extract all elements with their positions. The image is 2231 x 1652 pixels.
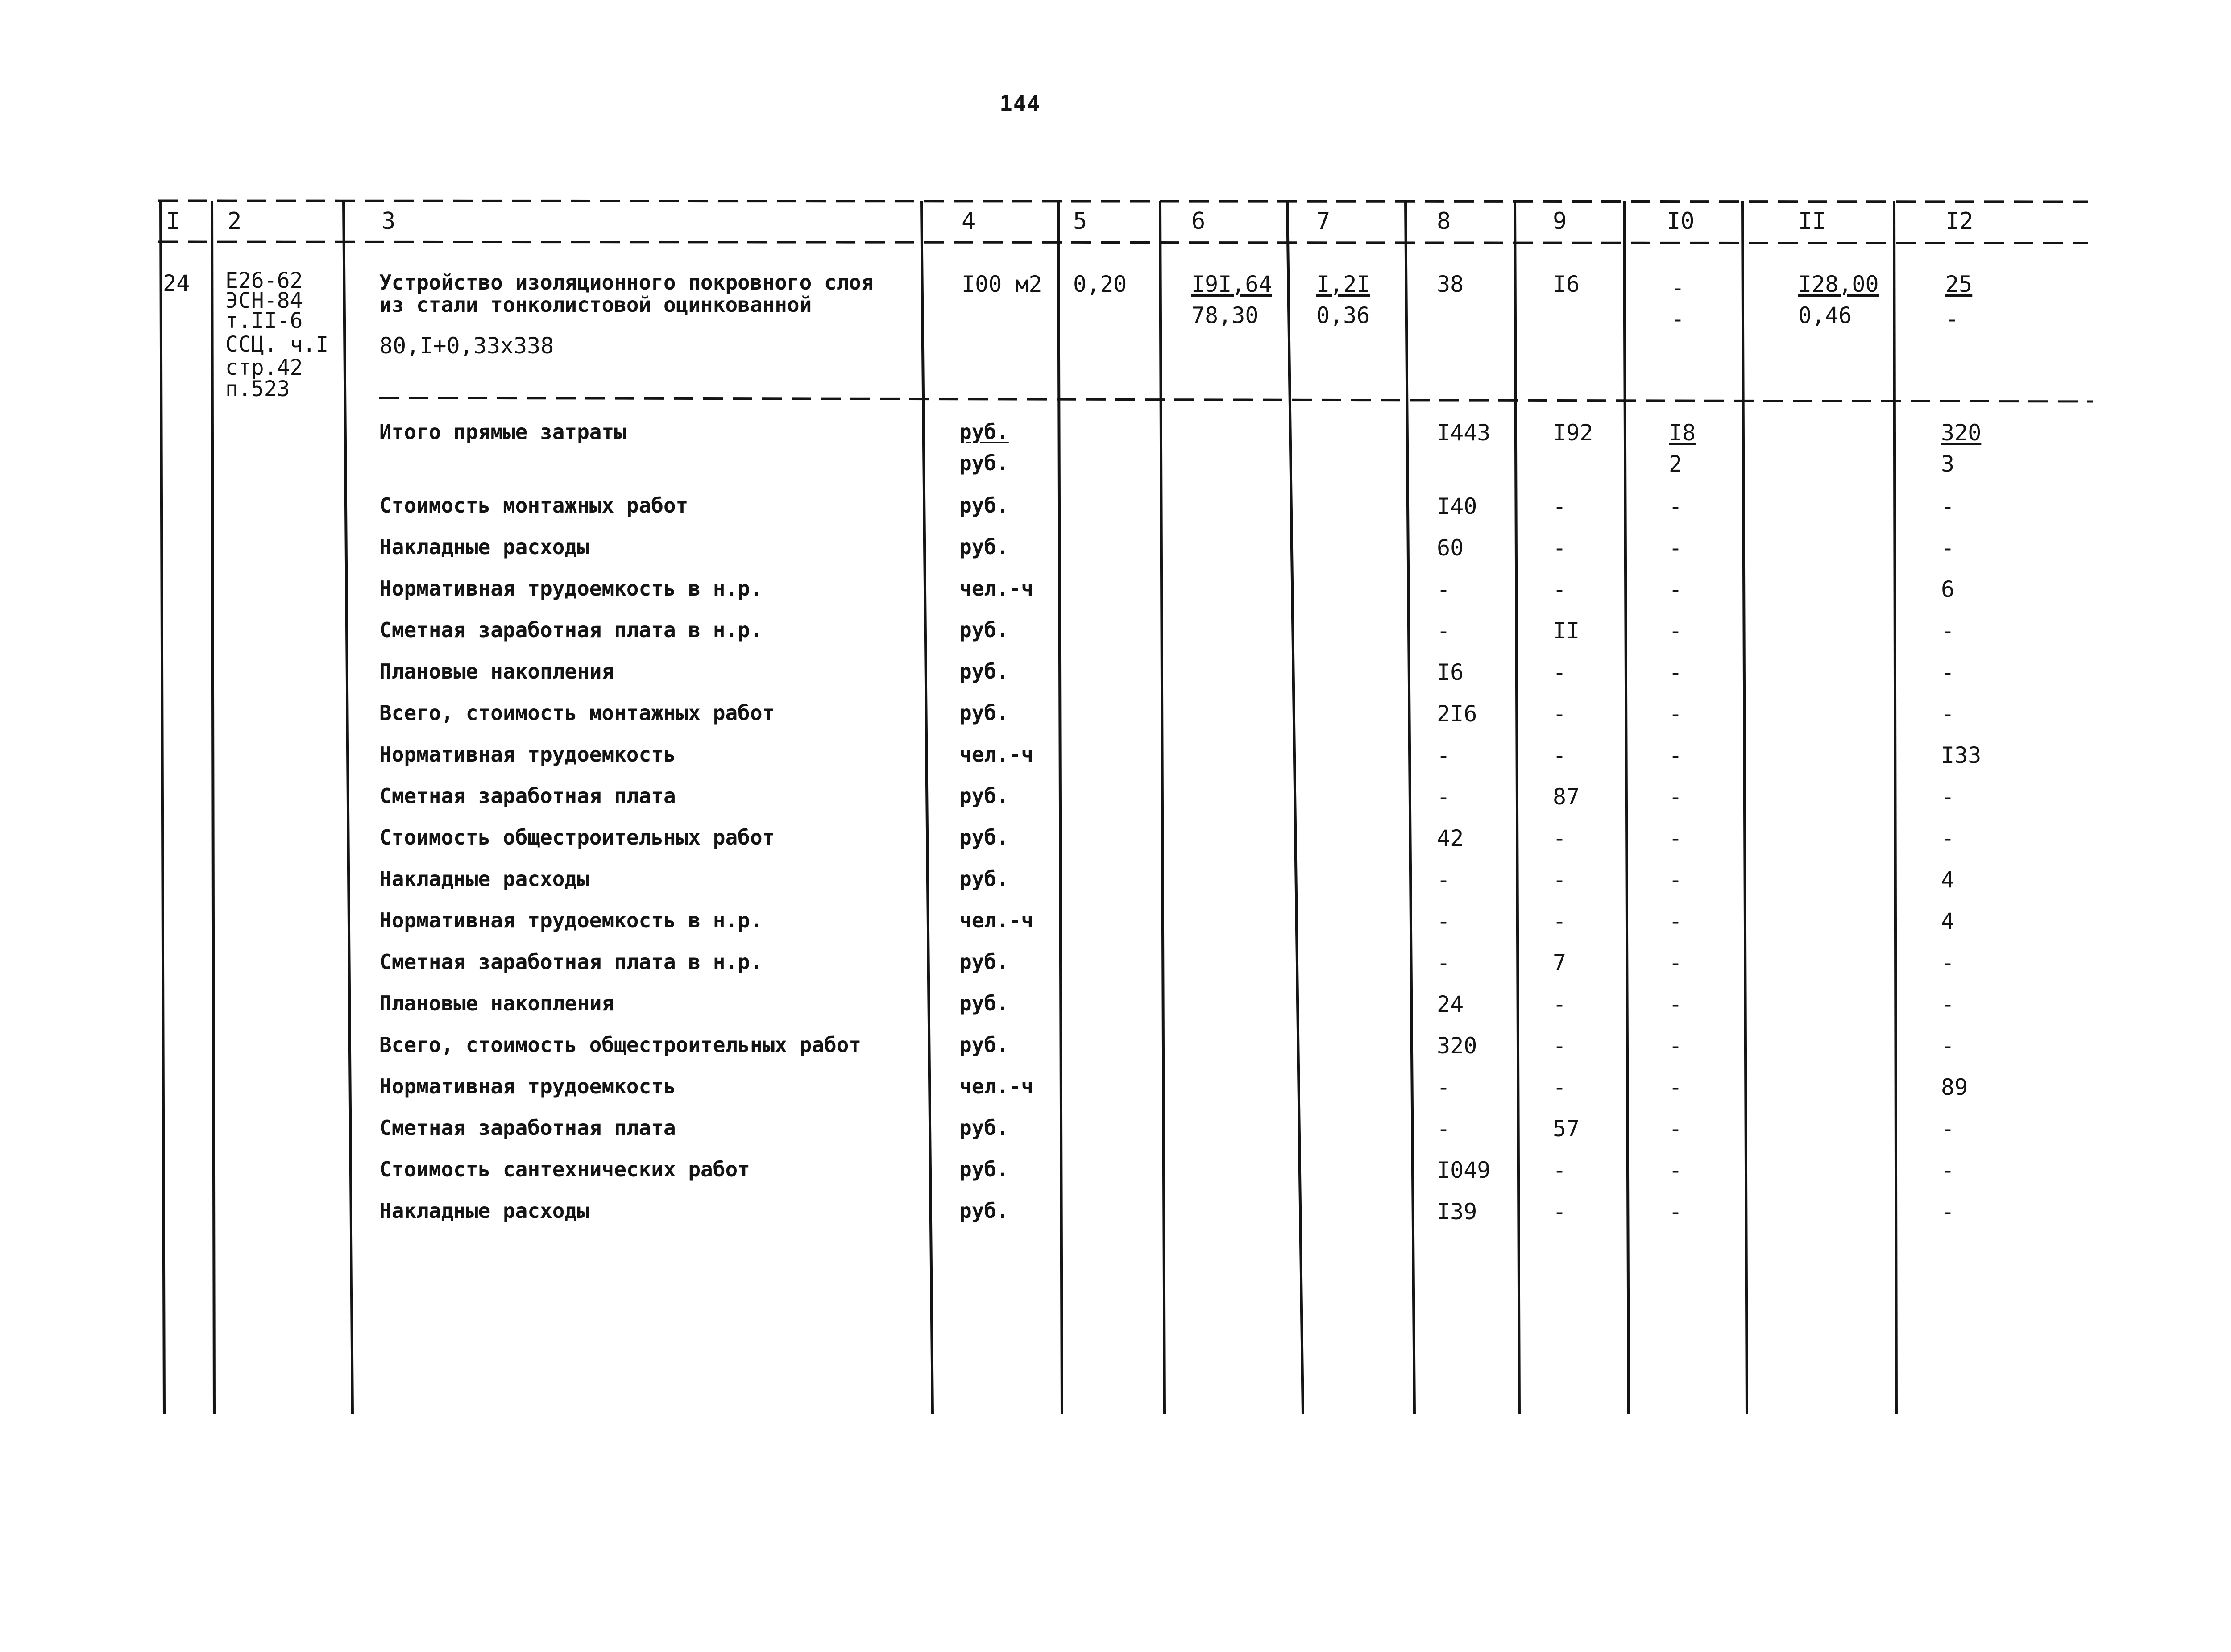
summary-row-col9: - [1553, 1157, 1567, 1183]
summary-row-col8: - [1437, 742, 1451, 768]
summary-row-col8: 60 [1437, 535, 1464, 561]
summary-row-unit: чел.-ч [959, 908, 1034, 932]
col-rule-8 [1406, 201, 1414, 1414]
summary-row-col10: - [1669, 535, 1683, 561]
summary-row-col10: - [1669, 908, 1683, 934]
summary-row-unit: руб. [959, 618, 1009, 642]
summary-row-col9: - [1553, 1033, 1567, 1059]
entry-code-5: стр.42 [225, 355, 303, 380]
summary-row-col10: - [1669, 742, 1683, 768]
col-header-1: I [166, 208, 180, 235]
entry-code-6: п.523 [225, 377, 290, 402]
summary-row-unit: руб. [959, 659, 1009, 683]
summary-row-col12: - [1941, 1033, 1955, 1059]
summary-row-col10: - [1669, 1157, 1683, 1183]
summary-row-col8: 42 [1437, 825, 1464, 851]
summary-row-unit: руб. [959, 867, 1009, 891]
summary-row-col9: - [1553, 535, 1567, 561]
col-rule-11 [1742, 201, 1747, 1414]
col-header-7: 7 [1316, 208, 1331, 235]
entry-col10-bottom: - [1671, 306, 1685, 332]
summary-row-unit: чел.-ч [959, 742, 1034, 766]
entry-number: 24 [163, 270, 190, 296]
summary-row-col10: - [1669, 1199, 1683, 1225]
col-header-10: I0 [1667, 208, 1695, 235]
summary-row-col12: - [1941, 1116, 1955, 1142]
summary-row-col8: - [1437, 1074, 1451, 1100]
col-header-9: 9 [1553, 208, 1567, 235]
col-header-6: 6 [1191, 208, 1206, 235]
summary-row-col9: - [1553, 742, 1567, 768]
col-rule-10 [1624, 201, 1629, 1414]
summary-row-label: Нормативная трудоемкость в н.р. [379, 908, 763, 932]
entry-col6-bottom: 78,30 [1191, 302, 1259, 328]
summary-row-label: Сметная заработная плата в н.р. [379, 950, 763, 974]
summary-row-col12: - [1941, 1157, 1955, 1183]
summary-row-unit: руб. [959, 1116, 1009, 1140]
summary-row-label: Накладные расходы [379, 867, 589, 891]
entry-code-3: т.II-6 [225, 308, 303, 333]
summary-row-label: Стоимость сантехнических работ [379, 1157, 750, 1181]
summary-row-col12: 320 [1941, 420, 1982, 446]
summary-row-col10: - [1669, 493, 1683, 519]
entry-col12-bottom: - [1945, 306, 1959, 332]
summary-row-col9: - [1553, 659, 1567, 685]
summary-row-unit: руб. [959, 1199, 1009, 1223]
summary-row-unit: руб. [959, 420, 1009, 444]
summary-row-col12: I33 [1941, 742, 1982, 768]
col-rule-1 [161, 201, 164, 1414]
summary-row-col8: I6 [1437, 659, 1464, 685]
col-header-12: I2 [1945, 208, 1974, 235]
summary-row-col10: - [1669, 659, 1683, 685]
summary-row-col8: - [1437, 784, 1451, 810]
summary-row-col8: - [1437, 618, 1451, 644]
entry-code-1: E26-62 [225, 268, 303, 293]
summary-row-col8: 320 [1437, 1033, 1477, 1059]
summary-row-col10: - [1669, 867, 1683, 893]
summary-row-col8: - [1437, 576, 1451, 602]
summary-row-col9: - [1553, 825, 1567, 851]
summary-row-unit: чел.-ч [959, 576, 1034, 600]
entry-unit: I00 м2 [962, 271, 1042, 297]
summary-row-col10: - [1669, 618, 1683, 644]
summary-row-col8: - [1437, 867, 1451, 893]
summary-row-unit: руб. [959, 1157, 1009, 1181]
summary-row-label: Сметная заработная плата [379, 1116, 676, 1140]
summary-row-col10-bottom: 2 [1669, 451, 1683, 477]
summary-row-label: Итого прямые затраты [379, 420, 626, 444]
summary-row-col9: - [1553, 576, 1567, 602]
summary-row-label: Стоимость общестроительных работ [379, 825, 775, 849]
col-rule-12 [1894, 201, 1896, 1414]
entry-col12-top: 25 [1945, 271, 1973, 297]
entry-title-line2: из стали тонколистовой оцинкованной [379, 293, 812, 317]
summary-row-unit: руб. [959, 493, 1009, 518]
summary-row-col12: - [1941, 701, 1955, 727]
summary-row-col8: - [1437, 908, 1451, 934]
summary-row-unit: чел.-ч [959, 1074, 1034, 1098]
entry-col8: 38 [1437, 271, 1464, 297]
summary-row-col12: - [1941, 1199, 1955, 1225]
summary-row-col10: I8 [1669, 420, 1696, 446]
summary-row-col9: - [1553, 908, 1567, 934]
col-rule-5 [1058, 201, 1062, 1414]
summary-row-unit: руб. [959, 535, 1009, 559]
summary-row-col10: - [1669, 784, 1683, 810]
summary-row-col8: 24 [1437, 991, 1464, 1017]
summary-row-col9: I92 [1553, 420, 1593, 446]
summary-row-col12: - [1941, 493, 1955, 519]
entry-col7-top: I,2I [1316, 271, 1370, 297]
summary-row-label: Нормативная трудоемкость [379, 1074, 676, 1098]
summary-row-unit-2: руб. [959, 451, 1009, 475]
summary-row-label: Всего, стоимость общестроительных работ [379, 1033, 862, 1057]
summary-row-col9: 7 [1553, 950, 1567, 976]
summary-row-col9: - [1553, 1199, 1567, 1225]
col-rule-3 [344, 201, 352, 1414]
summary-row-col12: - [1941, 991, 1955, 1017]
entry-title-line1: Устройство изоляционного покровного слоя [379, 270, 874, 294]
summary-row-col10: - [1669, 1033, 1683, 1059]
summary-row-label: Плановые накопления [379, 659, 614, 683]
summary-row-label: Нормативная трудоемкость [379, 742, 676, 766]
summary-row-label: Накладные расходы [379, 535, 589, 559]
header-bottom-dash [158, 242, 2088, 243]
col-rule-7 [1287, 201, 1303, 1414]
summary-row-col9: - [1553, 991, 1567, 1017]
summary-row-unit: руб. [959, 991, 1009, 1015]
summary-row-col12: 4 [1941, 867, 1955, 893]
col-header-2: 2 [228, 208, 242, 235]
summary-row-col9: - [1553, 701, 1567, 727]
entry-col11-bottom: 0,46 [1798, 302, 1852, 328]
summary-row-label: Плановые накопления [379, 991, 614, 1015]
col-header-3: 3 [382, 208, 396, 235]
summary-row-col8: - [1437, 950, 1451, 976]
col-header-11: II [1798, 208, 1826, 235]
summary-row-col8: I40 [1437, 493, 1477, 519]
summary-row-col12: 6 [1941, 576, 1955, 602]
col-header-5: 5 [1073, 208, 1087, 235]
summary-row-col8: - [1437, 1116, 1451, 1142]
summary-row-col8: I049 [1437, 1157, 1491, 1183]
entry-formula: 80,I+0,33x338 [379, 333, 554, 359]
col-rule-4 [921, 201, 933, 1414]
summary-row-col10: - [1669, 825, 1683, 851]
summary-row-col10: - [1669, 991, 1683, 1017]
summary-row-label: Сметная заработная плата в н.р. [379, 618, 763, 642]
header-top-dash [158, 201, 2088, 202]
summary-row-col10: - [1669, 576, 1683, 602]
summary-row-col10: - [1669, 1116, 1683, 1142]
summary-row-col9: - [1553, 867, 1567, 893]
summary-row-col9: - [1553, 493, 1567, 519]
col-rule-9 [1515, 201, 1519, 1414]
summary-row-col8: I443 [1437, 420, 1491, 446]
summary-row-unit: руб. [959, 784, 1009, 808]
summary-row-col10: - [1669, 950, 1683, 976]
summary-row-col12: - [1941, 659, 1955, 685]
entry-col9: I6 [1553, 271, 1580, 297]
summary-row-col8: 2I6 [1437, 701, 1477, 727]
summary-row-col10: - [1669, 1074, 1683, 1100]
entry-quantity: 0,20 [1073, 271, 1127, 297]
entry-code-2: ЭСН-84 [225, 288, 303, 313]
summary-row-col9: 57 [1553, 1116, 1580, 1142]
entry-col11-top: I28,00 [1798, 271, 1879, 297]
summary-row-col12: 4 [1941, 908, 1955, 934]
summary-row-col8: I39 [1437, 1199, 1477, 1225]
summary-row-col9: 87 [1553, 784, 1580, 810]
summary-row-col9: II [1553, 618, 1580, 644]
entry-separator-dash [379, 398, 2093, 402]
summary-row-label: Всего, стоимость монтажных работ [379, 701, 775, 725]
summary-row-unit: руб. [959, 701, 1009, 725]
summary-row-unit: руб. [959, 825, 1009, 849]
summary-row-col12-bottom: 3 [1941, 451, 1955, 477]
entry-code-4: ССЦ. ч.I [225, 332, 329, 357]
col-header-8: 8 [1437, 208, 1451, 235]
summary-row-unit: руб. [959, 950, 1009, 974]
col-header-4: 4 [962, 208, 976, 235]
summary-row-label: Сметная заработная плата [379, 784, 676, 808]
summary-row-unit: руб. [959, 1033, 1009, 1057]
summary-row-col12: - [1941, 825, 1955, 851]
summary-row-label: Накладные расходы [379, 1199, 589, 1223]
entry-col6-top: I9I,64 [1191, 271, 1272, 297]
entry-col7-bottom: 0,36 [1316, 302, 1370, 328]
summary-row-col12: - [1941, 618, 1955, 644]
summary-row-label: Стоимость монтажных работ [379, 493, 688, 518]
summary-row-col12: - [1941, 535, 1955, 561]
summary-row-label: Нормативная трудоемкость в н.р. [379, 576, 763, 600]
summary-row-col12: 89 [1941, 1074, 1968, 1100]
summary-row-col9: - [1553, 1074, 1567, 1100]
summary-row-col12: - [1941, 784, 1955, 810]
col-rule-6 [1160, 201, 1165, 1414]
summary-row-col12: - [1941, 950, 1955, 976]
summary-row-col10: - [1669, 701, 1683, 727]
entry-col10-top: - [1671, 275, 1685, 301]
col-rule-2 [212, 201, 214, 1414]
page-number: 144 [999, 91, 1041, 116]
